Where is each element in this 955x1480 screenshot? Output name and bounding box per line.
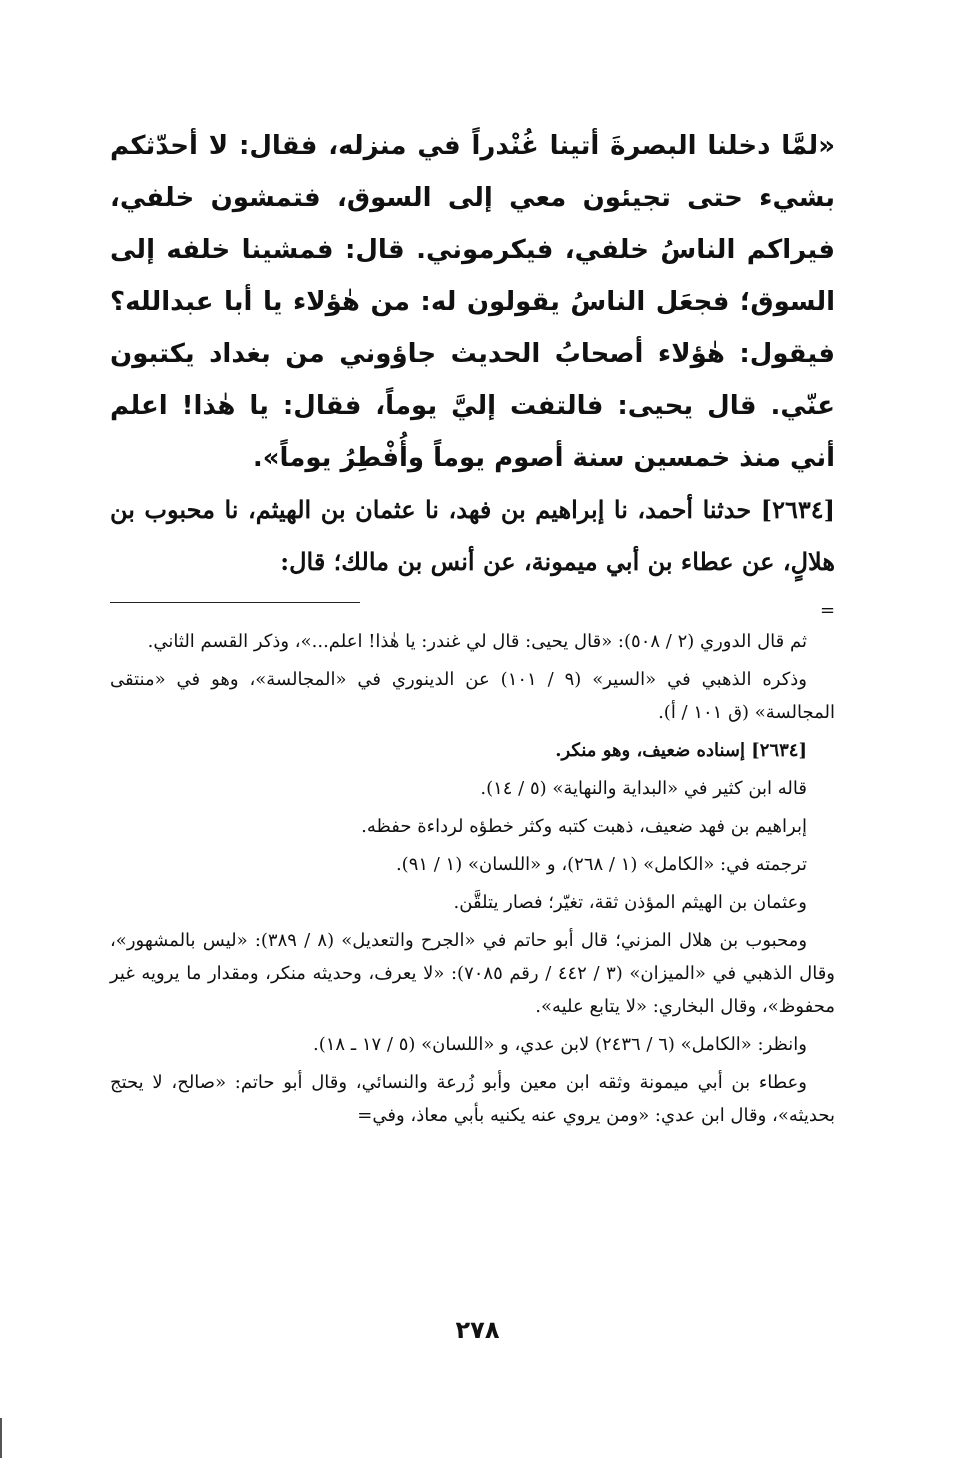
footnote-line: وانظر: «الكامل» (٦ / ٢٤٣٦) لابن عدي، و «اللسان» (٥ / ١٧ ـ ١٨). bbox=[313, 1034, 807, 1055]
footnote-divider bbox=[110, 602, 360, 603]
footnote-line: ثم قال الدوري (٢ / ٥٠٨): «قال يحيى: قال لي غندر: يا هٰذا! اعلم...»، وذكر القسم الثاني. bbox=[147, 631, 807, 652]
footnote-continuation-mark: = bbox=[820, 600, 836, 621]
main-text bbox=[110, 120, 835, 588]
footnote-line: وذكره الذهبي في «السير» (٩ / ١٠١) عن الدينوري في «المجالسة»، وهو في «منتقى المجالسة» (ق ١٠١ / أ). bbox=[110, 669, 835, 723]
footnotes bbox=[110, 625, 835, 1132]
scan-edge-mark bbox=[0, 1418, 2, 1458]
footnote-line: إبراهيم بن فهد ضعيف، ذهبت كتبه وكثر خطؤه لرداءة حفظه. bbox=[361, 816, 807, 837]
page-content bbox=[110, 120, 835, 1137]
footnote-line: وعثمان بن الهيثم المؤذن ثقة، تغيّر؛ فصار يتلقَّن. bbox=[453, 892, 807, 913]
hadith-2634-isnad: [٢٦٣٤] حدثنا أحمد، نا إبراهيم بن فهد، نا عثمان بن الهيثم، نا محبوب بن هلالٍ، عن عطاء بن أبي ميمونة، عن أنس بن مالك؛ قال: bbox=[110, 495, 835, 576]
footnote-hadith-grade: [٢٦٣٤] إسناده ضعيف، وهو منكر. bbox=[555, 740, 807, 761]
footnote-line: وعطاء بن أبي ميمونة وثقه ابن معين وأبو زُرعة والنسائي، وقال أبو حاتم: «صالح، لا يحتج بحديثه»، وقال ابن عدي: «ومن يروي عنه يكنيه بأبي معاذ، وفي= bbox=[110, 1072, 835, 1126]
main-paragraph: «لمَّا دخلنا البصرةَ أتينا غُنْدراً في منزله، فقال: لا أحدّثكم بشيء حتى تجيئون معي إلى السوق، فتمشون خلفي، فيراكم الناسُ خلفي، فيكرموني. قال: فمشينا خلفه إلى السوق؛ فجعَل الناسُ يقولون له: من هٰؤلاء يا أبا عبدالله؟ فيقول: هٰؤلاء أصحابُ الحديث جاؤوني من بغداد يكتبون عنّي. قال يحيى: فالتفت إليَّ يوماً، فقال: يا هٰذا! اعلم أني منذ خمسين سنة أصوم يوماً وأُفْطِرُ يوماً». bbox=[110, 131, 835, 473]
footnote-line: ترجمته في: «الكامل» (١ / ٢٦٨)، و «اللسان» (١ / ٩١). bbox=[395, 854, 807, 875]
footnote-line: ومحبوب بن هلال المزني؛ قال أبو حاتم في «الجرح والتعديل» (٨ / ٣٨٩): «ليس بالمشهور»، وقال الذهبي في «الميزان» (٣ / ٤٤٢ / رقم ٧٠٨٥): «لا يعرف، وحديثه منكر، ومقدار ما يرويه غير محفوظ»، وقال البخاري: «لا يتابع عليه». bbox=[110, 930, 835, 1017]
footnote-line: قاله ابن كثير في «البداية والنهاية» (٥ / ١٤). bbox=[480, 778, 807, 799]
page-number: ٢٧٨ bbox=[455, 1316, 500, 1344]
